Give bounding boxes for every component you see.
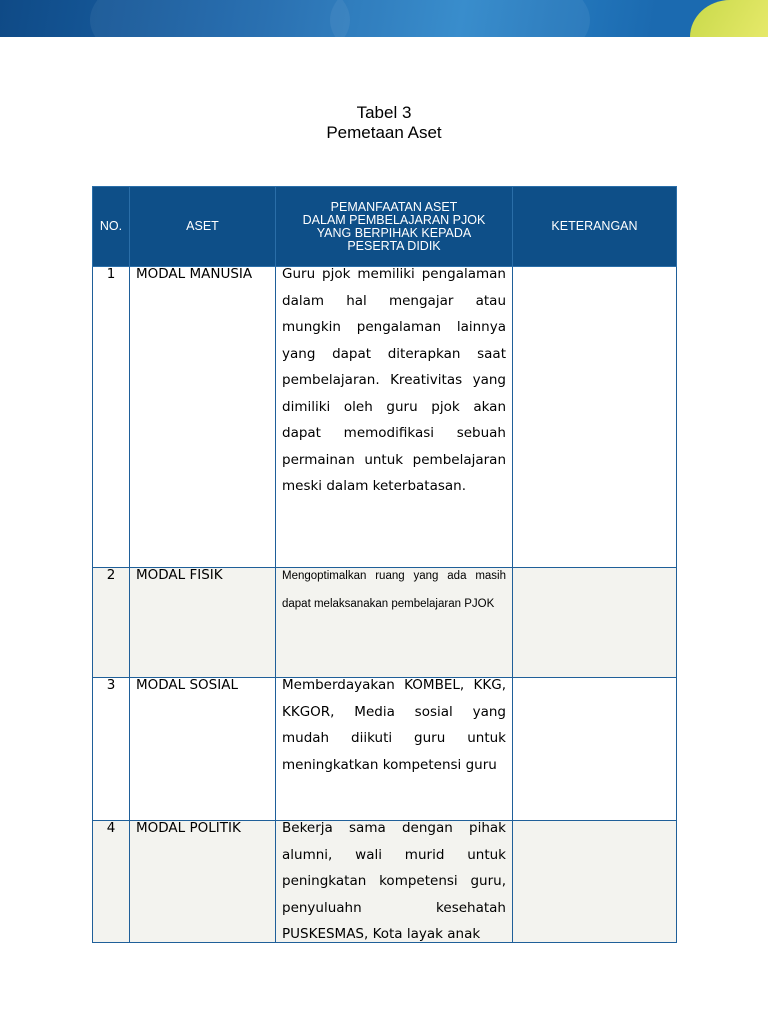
top-banner xyxy=(0,0,768,37)
table-row xyxy=(93,568,677,678)
banner-swirl-decoration xyxy=(90,0,350,37)
table-row xyxy=(93,267,677,568)
header-no: NO. xyxy=(93,187,130,267)
row-keterangan xyxy=(513,267,677,568)
row-aset: MODAL POLITIK xyxy=(130,821,276,943)
row-pemanfaatan-text: Mengoptimalkan ruang yang ada masih dapat melaksanakan pembelajaran PJOK xyxy=(282,570,506,610)
row-pemanfaatan xyxy=(276,678,513,821)
header-pemanfaatan-line: PESERTA DIDIK xyxy=(347,238,441,253)
row-number: 3 xyxy=(93,678,130,821)
table-header-row xyxy=(93,187,677,267)
table-caption xyxy=(0,103,768,143)
row-aset: MODAL SOSIAL xyxy=(130,678,276,821)
header-pemanfaatan-line: PEMANFAATAN ASET xyxy=(330,199,458,214)
header-pemanfaatan-line: YANG BERPIHAK KEPADA xyxy=(316,225,472,240)
caption-table-number: Tabel 3 xyxy=(356,103,412,122)
row-aset: MODAL MANUSIA xyxy=(130,267,276,568)
banner-swirl-decoration xyxy=(330,0,590,37)
row-pemanfaatan-text: Bekerja sama dengan pihak alumni, wali murid untuk peningkatan kompetensi guru, penyuluahn kesehatah PUSKESMAS, Kota layak anak xyxy=(282,821,506,942)
row-pemanfaatan-text: Guru pjok memiliki pengalaman dalam hal mengajar atau mungkin pengalaman lainnya yang dapat diterapkan saat pembelajaran. Kreativitas yang dimiliki oleh guru pjok akan dapat memodifikasi sebuah permainan untuk pembelajaran meski dalam keterbatasan. xyxy=(282,266,506,494)
row-pemanfaatan-text: Memberdayakan KOMBEL, KKG, KKGOR, Media sosial yang mudah diikuti guru untuk meningkatkan kompetensi guru xyxy=(282,677,506,773)
row-number: 1 xyxy=(93,267,130,568)
header-aset: ASET xyxy=(130,187,276,267)
row-pemanfaatan xyxy=(276,821,513,943)
row-keterangan xyxy=(513,821,677,943)
row-pemanfaatan xyxy=(276,568,513,678)
row-number: 2 xyxy=(93,568,130,678)
row-pemanfaatan-clip xyxy=(282,821,506,942)
asset-mapping-table xyxy=(92,186,677,943)
row-aset: MODAL FISIK xyxy=(130,568,276,678)
header-pemanfaatan-line: DALAM PEMBELAJARAN PJOK xyxy=(302,212,486,227)
header-pemanfaatan xyxy=(276,187,513,267)
caption-table-title: Pemetaan Aset xyxy=(326,123,442,142)
table-row xyxy=(93,821,677,943)
row-pemanfaatan xyxy=(276,267,513,568)
row-number: 4 xyxy=(93,821,130,943)
header-keterangan: KETERANGAN xyxy=(513,187,677,267)
banner-accent-decoration xyxy=(690,0,768,37)
row-keterangan xyxy=(513,568,677,678)
table-row xyxy=(93,678,677,821)
row-keterangan xyxy=(513,678,677,821)
